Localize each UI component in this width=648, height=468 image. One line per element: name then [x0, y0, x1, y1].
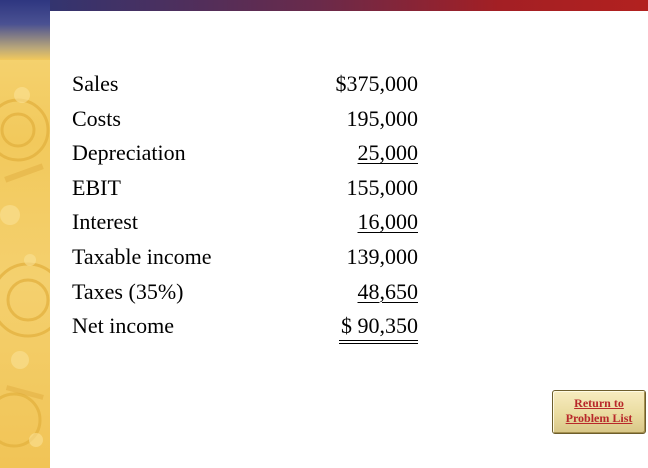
return-button-line-1: Return to: [574, 396, 624, 410]
row-label: Net income: [72, 313, 175, 339]
gear-pattern-icon: [0, 0, 50, 468]
row-value: $ 90,350: [339, 312, 418, 344]
row-value: $375,000: [335, 71, 418, 96]
decorative-sidebar: [0, 0, 50, 468]
row-label: Taxable income: [72, 243, 212, 269]
statement-row-costs: [72, 102, 422, 137]
row-label: EBIT: [72, 174, 121, 200]
row-value: 139,000: [346, 243, 418, 269]
statement-row-depreciation: [72, 136, 422, 171]
statement-row-net-income: [72, 309, 422, 344]
income-statement: [72, 67, 422, 344]
statement-row-ebit: [72, 171, 422, 206]
row-value: 16,000: [357, 209, 418, 235]
return-to-problem-list-button[interactable]: [552, 390, 646, 434]
row-label: Costs: [72, 105, 121, 131]
row-label: Depreciation: [72, 140, 186, 166]
row-label: Sales: [72, 71, 119, 96]
row-value: 155,000: [346, 174, 418, 200]
row-label: Taxes (35%): [72, 278, 184, 304]
statement-row-sales: [72, 67, 422, 102]
statement-row-taxable-income: [72, 240, 422, 275]
row-value: 195,000: [346, 105, 418, 131]
top-accent-bar: [50, 0, 648, 11]
statement-row-interest: [72, 205, 422, 240]
row-value: 25,000: [357, 140, 418, 166]
row-value: 48,650: [357, 278, 418, 304]
return-button-line-2: Problem List: [565, 411, 633, 425]
row-label: Interest: [72, 209, 138, 235]
statement-row-taxes: [72, 275, 422, 310]
